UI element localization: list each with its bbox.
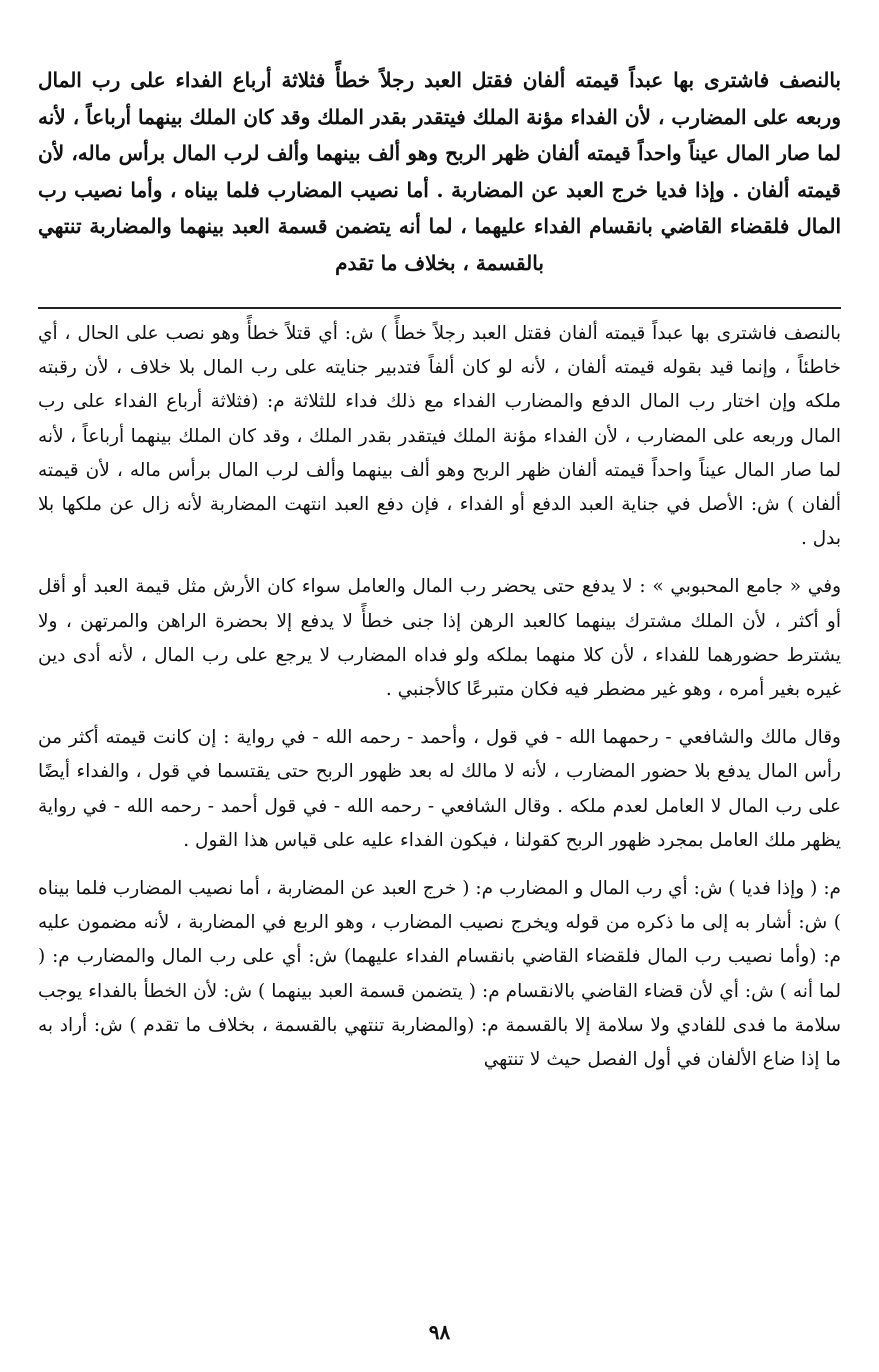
sharh-paragraph-3: وقال مالك والشافعي - رحمهما الله - في قول ، وأحمد - رحمه الله - في رواية : إن كانت قيمته أكثر من رأس المال يدفع بلا حضور المضارب ، لأنه لا مالك له بعد ظهور الربح حتى يقتسما في قول ، والفداء أيضًا على رب المال لا العامل لعدم ملكه . وقال الشافعي - رحمه الله - في قول أحمد - رحمه الله - في رواية يظهر ملك العامل بمجرد ظهور الربح كقولنا ، فيكون الفداء عليه على قياس هذا القول .: [38, 727, 841, 851]
sharh-paragraph-4: م: ( وإذا فديا ) ش: أي رب المال و المضارب م: ( خرج العبد عن المضاربة ، أما نصيب المضارب فلما بيناه ) ش: أشار به إلى ما ذكره من قوله ويخرج نصيب المضارب ، وهو الربع في المضاربة ، لأنه مضمون عليه م: (وأما نصيب رب المال فلقضاء القاضي بانقسام الفداء عليهما) ش: أي على رب المال والمضارب م: ( لما أنه ) ش: أي لأن قضاء القاضي بالانقسام م: ( يتضمن قسمة العبد بينهما ) ش: لأن الخطأ بالفداء يوجب سلامة ما فدى للفادي ولا سلامة إلا بالقسمة م: (والمضاربة تنتهي بالقسمة ، بخلاف ما تقدم ) ش: أراد به ما إذا ضاع الألفان في أول الفصل حيث لا تنتهي: [38, 878, 841, 1071]
matn-text: بالنصف فاشترى بها عبداً قيمته ألفان فقتل العبد رجلاً خطأً فثلاثة أرباع الفداء على رب المال وربعه على المضارب ، لأن الفداء مؤنة الملك فيتقدر بقدر الملك وقد كان الملك بينهما أرباعاً ، لأنه لما صار المال عيناً واحداً قيمته ألفان ظهر الربح وهو ألف بينهما وألف لرب المال برأس ماله، لأن قيمته ألفان . وإذا فديا خرج العبد عن المضاربة . أما نصيب المضارب فلما بيناه ، وأما نصيب رب المال فلقضاء القاضي بانقسام الفداء عليهما ، لما أنه يتضمن قسمة العبد بينهما والمضاربة تنتهي بالقسمة ، بخلاف ما تقدم: [38, 68, 841, 275]
sharh-paragraph-2: وفي « جامع المحبوبي » : لا يدفع حتى يحضر رب المال والعامل سواء كان الأرش مثل قيمة العبد أو أقل أو أكثر ، لأن الملك مشترك بينهما كالعبد الرهن إذا جنى خطأً لا يدفع إلا بحضرة الراهن والمرتهن ، ولا يشترط حضورهما للفداء ، لأن كلا منهما بملكه ولو فداه المضارب لا يرجع على رب المال ، لأنه أدى دين غيره بغير أمره ، وهو غير مضطر فيه فكان متبرعًا كالأجنبي .: [38, 576, 841, 701]
document-page: [38, 62, 841, 1352]
section-divider: [38, 307, 841, 309]
sharh-paragraph-1: بالنصف فاشترى بها عبداً قيمته ألفان فقتل العبد رجلاً خطأً ) ش: أي قتلاً خطأً وهو نصب على الحال ، أي خاطئاً ، وإنما قيد بقوله قيمته ألفان ، لأنه لو كان ألفاً فتدبير جنايته على رب المال بلا خلاف ، لأن رقبته ملكه وإن اختار رب المال الدفع والمضارب الفداء مع ذلك فداء للثلاثة م: (فثلاثة أرباع الفداء على رب المال وربعه على المضارب ، لأن الفداء مؤنة الملك فيتقدر بقدر الملك ، وقد كان الملك بينهما أرباعاً ، لأنه لما صار المال عيناً واحداً قيمته ألفان ظهر الربح وهو ألف بينهما وألف لرب المال برأس ماله ، لأن قيمته ألفان ) ش: الأصل في جناية العبد الدفع أو الفداء ، فإن دفع العبد انتهت المضاربة لأنه زال عن ملكها بلا بدل .: [38, 323, 841, 550]
sharh-commentary: [38, 317, 841, 1077]
page-number: ٩٨: [428, 1320, 451, 1344]
